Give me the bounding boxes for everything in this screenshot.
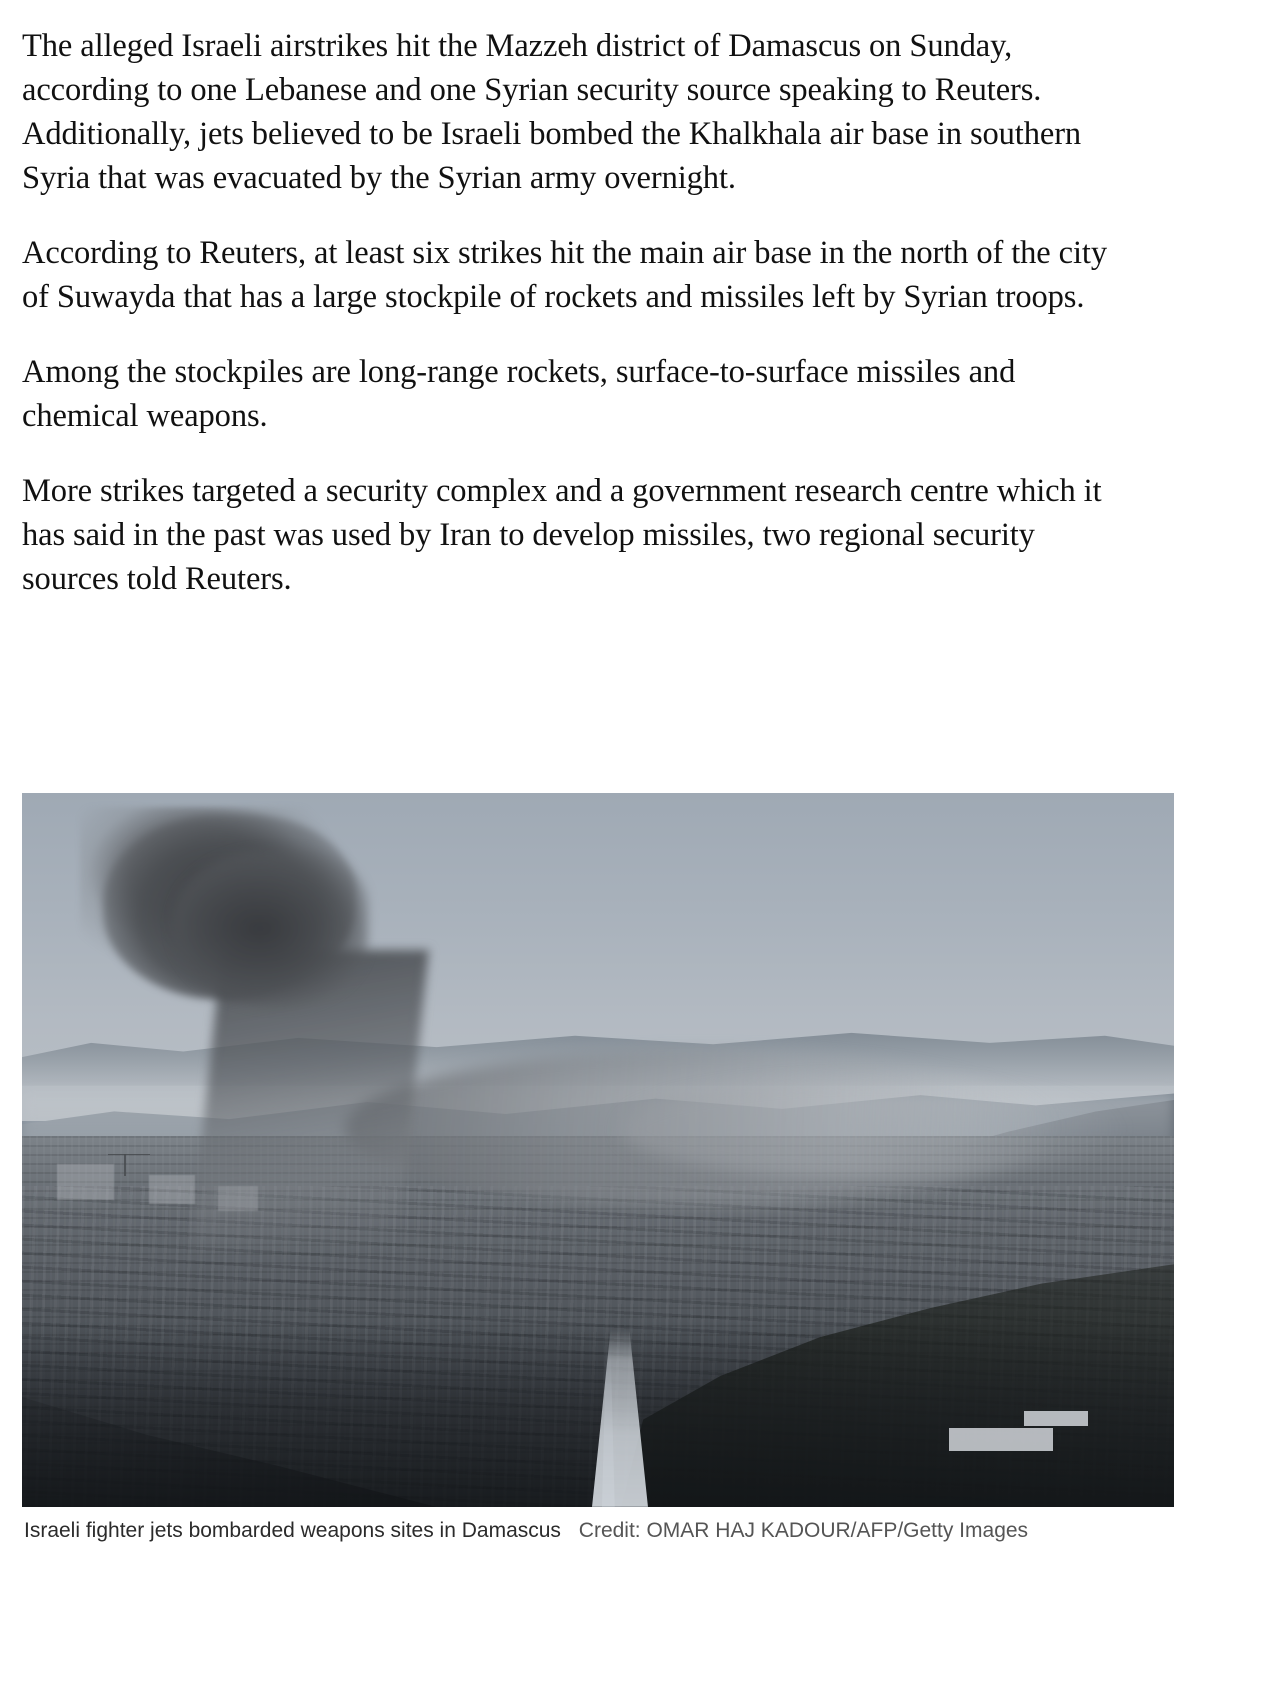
photo-white-building — [1024, 1411, 1087, 1427]
article-paragraph: More strikes targeted a security complex and a government research centre which it has said in the past was used by Iran to develop missiles, two regional security sources told Reuters. — [22, 473, 1102, 598]
photo-smoke-trail-far — [621, 1079, 1128, 1179]
article-body — [0, 0, 1286, 601]
article-paragraph: The alleged Israeli airstrikes hit the Mazzeh district of Damascus on Sunday, according to one Lebanese and one Syrian security source speaking to Reuters. Additionally, jets believed to be Israeli bombed the Khalkhala air base in southern Syria that was evacuated by the Syrian army overnight. — [22, 28, 1082, 197]
figure-caption — [22, 1507, 1174, 1544]
article-paragraph: According to Reuters, at least six strikes hit the main air base in the north of the city of Suwayda that has a large stockpile of rockets and missiles left by Syrian troops. — [22, 235, 1107, 316]
caption-credit: Credit: OMAR HAJ KADOUR/AFP/Getty Images — [578, 1519, 1029, 1542]
article-paragraph: Among the stockpiles are long-range rockets, surface-to-surface missiles and chemical weapons. — [22, 354, 1016, 435]
article-photo — [22, 793, 1174, 1507]
caption-text: Israeli fighter jets bombarded weapons sites in Damascus — [24, 1519, 561, 1542]
photo-white-building — [949, 1428, 1053, 1451]
article-figure — [22, 793, 1174, 1544]
